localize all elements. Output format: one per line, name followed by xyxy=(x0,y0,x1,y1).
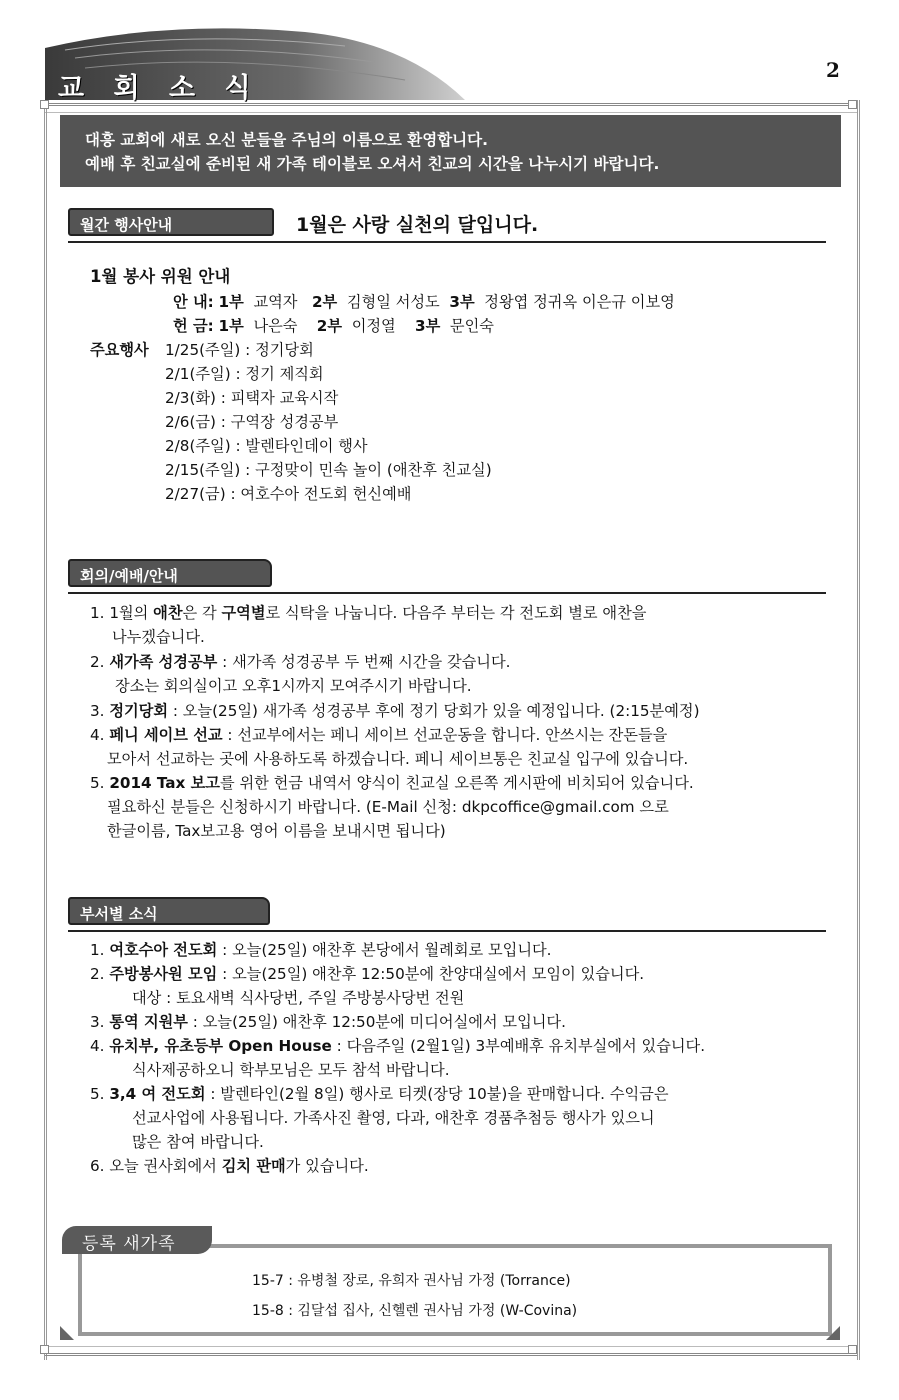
offering-row xyxy=(173,314,494,338)
page-number: 2 xyxy=(826,58,840,82)
item-number: 1. xyxy=(90,604,105,622)
meeting-item-3 xyxy=(90,699,700,723)
item-text: 오늘 권사회에서 xyxy=(109,1157,222,1175)
volunteer-heading: 1월 봉사 위원 안내 xyxy=(90,267,231,286)
item-continuation: 장소는 회의실이고 오후1시까지 모여주시기 바랍니다. xyxy=(115,677,472,695)
frame-left-border xyxy=(44,100,57,1360)
volunteer-names: 교역자 xyxy=(253,293,298,311)
item-highlight: 애찬 xyxy=(153,604,183,622)
volunteer-names: 문인숙 xyxy=(449,317,494,335)
item-number: 2. xyxy=(90,965,105,983)
service-label: 2부 xyxy=(311,293,338,311)
item-text: : 오늘(25일) 애찬후 12:50분에 미디어실에서 모입니다. xyxy=(187,1013,566,1031)
item-text: : 오늘(25일) 애찬후 본당에서 월례회로 모입니다. xyxy=(217,941,552,959)
meeting-item-1 xyxy=(90,601,646,625)
dept-item-2 xyxy=(90,962,644,986)
item-highlight: 주방봉사원 모임 xyxy=(109,965,218,983)
welcome-banner xyxy=(60,115,841,187)
section-tab-monthly: 월간 행사안내 xyxy=(68,208,274,236)
family-entry: 15-8 : 김달섭 집사, 신헬렌 권사님 가정 (W-Covina) xyxy=(252,1303,578,1319)
offering-label: 헌 금: xyxy=(173,317,214,335)
item-text: 로 식탁을 나눕니다. 다음주 부터는 각 전도회 별로 애찬을 xyxy=(265,604,647,622)
frame-right-border xyxy=(847,100,860,1360)
section-tab-new-families: 등록 새가족 xyxy=(62,1226,212,1254)
item-text: : 선교부에서는 페니 세이브 선교운동을 합니다. 안쓰시는 잔돈들을 xyxy=(222,726,668,744)
item-highlight: 여호수아 전도회 xyxy=(109,941,218,959)
item-number: 5. xyxy=(90,774,105,792)
event-item: 2/1(주일) : 정기 제직회 xyxy=(165,365,324,383)
item-number: 5. xyxy=(90,1085,105,1103)
item-highlight: 김치 판매 xyxy=(221,1157,286,1175)
event-item: 2/3(화) : 피택자 교육시작 xyxy=(165,389,339,407)
item-text: : 새가족 성경공부 두 번째 시간을 갖습니다. xyxy=(217,653,511,671)
item-text: : 다음주일 (2월1일) 3부예배후 유치부실에서 있습니다. xyxy=(331,1037,706,1055)
event-item: 2/8(주일) : 발렌타인데이 행사 xyxy=(165,437,368,455)
month-theme: 1월은 사랑 실천의 달입니다. xyxy=(296,214,539,236)
item-number: 4. xyxy=(90,726,105,744)
item-highlight: 통역 지원부 xyxy=(109,1013,188,1031)
corner-triangle-icon xyxy=(826,1326,840,1340)
item-number: 2. xyxy=(90,653,105,671)
item-highlight: 유치부, 유초등부 Open House xyxy=(109,1037,332,1055)
corner-ornament xyxy=(848,1345,857,1354)
corner-ornament xyxy=(848,100,857,109)
item-highlight: 3,4 여 전도회 xyxy=(109,1085,206,1103)
item-continuation: 선교사업에 사용됩니다. 가족사진 촬영, 다과, 애찬후 경품추첨등 행사가 있으니 xyxy=(132,1109,655,1127)
event-item: 2/6(금) : 구역장 성경공부 xyxy=(165,413,339,431)
service-label: 2부 xyxy=(316,317,343,335)
item-text: : 오늘(25일) 애찬후 12:50분에 찬양대실에서 모임이 있습니다. xyxy=(217,965,645,983)
item-text: 1월의 xyxy=(109,604,154,622)
dept-item-1 xyxy=(90,938,552,962)
volunteer-names: 김형일 서성도 xyxy=(346,293,440,311)
item-text: 은 각 xyxy=(182,604,222,622)
section-divider xyxy=(68,241,826,243)
dept-item-5 xyxy=(90,1082,669,1106)
item-continuation: 나누겠습니다. xyxy=(112,628,205,646)
item-continuation: 모아서 선교하는 곳에 사용하도록 하겠습니다. 페니 세이브통은 친교실 입구에 있습니다. xyxy=(107,750,689,768)
item-continuation: 많은 참여 바랍니다. xyxy=(132,1133,264,1151)
page-title: 교 회 소 식 xyxy=(58,73,261,104)
item-number: 3. xyxy=(90,702,105,720)
dept-item-4 xyxy=(90,1034,705,1058)
item-number: 6. xyxy=(90,1157,105,1175)
welcome-line: 대흥 교회에 새로 오신 분들을 주님의 이름으로 환영합니다. xyxy=(85,131,489,149)
item-text: 를 위한 헌금 내역서 양식이 친교실 오른쪽 게시판에 비치되어 있습니다. xyxy=(219,774,694,792)
item-continuation: 식사제공하오니 학부모님은 모두 참석 바랍니다. xyxy=(132,1061,450,1079)
item-highlight: 구역별 xyxy=(221,604,266,622)
service-label: 3부 xyxy=(449,293,475,311)
volunteer-names: 정왕엽 정귀옥 이은규 이보영 xyxy=(484,293,675,311)
ushers-label: 안 내: xyxy=(173,293,214,311)
item-continuation: 대상 : 토요새벽 식사당번, 주일 주방봉사당번 전원 xyxy=(132,989,465,1007)
item-highlight: 정기당회 xyxy=(109,702,169,720)
item-highlight: 새가족 성경공부 xyxy=(109,653,218,671)
corner-triangle-icon xyxy=(60,1326,74,1340)
item-number: 3. xyxy=(90,1013,105,1031)
frame-bottom-border xyxy=(45,1346,857,1356)
item-continuation: 필요하신 분들은 신청하시기 바랍니다. (E-Mail 신청: dkpcoffice@gmail.com 으로 xyxy=(107,798,669,816)
welcome-line: 예배 후 친교실에 준비된 새 가족 테이블로 오셔서 친교의 시간을 나누시기 바랍니다. xyxy=(85,155,660,173)
ushers-row xyxy=(173,290,675,314)
volunteer-names: 나은숙 xyxy=(253,317,298,335)
section-divider xyxy=(68,592,826,594)
item-text: : 오늘(25일) 새가족 성경공부 후에 정기 당회가 있을 예정입니다. (2:15분예정) xyxy=(168,702,700,720)
event-item: 2/27(금) : 여호수아 전도회 헌신예배 xyxy=(165,485,412,503)
item-text: : 발렌타인(2월 8일) 행사로 티켓(장당 10불)을 판매합니다. 수익금은 xyxy=(205,1085,669,1103)
volunteer-names: 이정열 xyxy=(351,317,396,335)
item-highlight: 페니 세이브 선교 xyxy=(109,726,223,744)
item-number: 1. xyxy=(90,941,105,959)
frame-top-border xyxy=(45,103,857,113)
event-item: 1/25(주일) : 정기당회 xyxy=(165,341,314,359)
item-number: 4. xyxy=(90,1037,105,1055)
meeting-item-2 xyxy=(90,650,510,674)
event-item: 2/15(주일) : 구정맞이 민속 놀이 (애찬후 친교실) xyxy=(165,461,492,479)
item-continuation: 한글이름, Tax보고용 영어 이름을 보내시면 됩니다) xyxy=(107,822,446,840)
service-label: 3부 xyxy=(415,317,441,335)
dept-item-3 xyxy=(90,1010,566,1034)
item-text: 가 있습니다. xyxy=(285,1157,369,1175)
corner-ornament xyxy=(40,100,49,109)
section-tab-meeting: 회의/예배/안내 xyxy=(68,559,272,587)
meeting-item-5 xyxy=(90,771,694,795)
item-highlight: 2014 Tax 보고 xyxy=(109,774,220,792)
service-label: 1부 xyxy=(218,293,244,311)
family-entry: 15-7 : 유병철 장로, 유희자 권사님 가정 (Torrance) xyxy=(252,1273,571,1289)
meeting-item-4 xyxy=(90,723,667,747)
service-label: 1부 xyxy=(218,317,244,335)
corner-ornament xyxy=(40,1345,49,1354)
section-divider xyxy=(68,930,826,932)
section-tab-departments: 부서별 소식 xyxy=(68,897,270,925)
dept-item-6 xyxy=(90,1154,369,1178)
events-label: 주요행사 xyxy=(90,341,149,359)
new-families-box xyxy=(78,1244,832,1336)
